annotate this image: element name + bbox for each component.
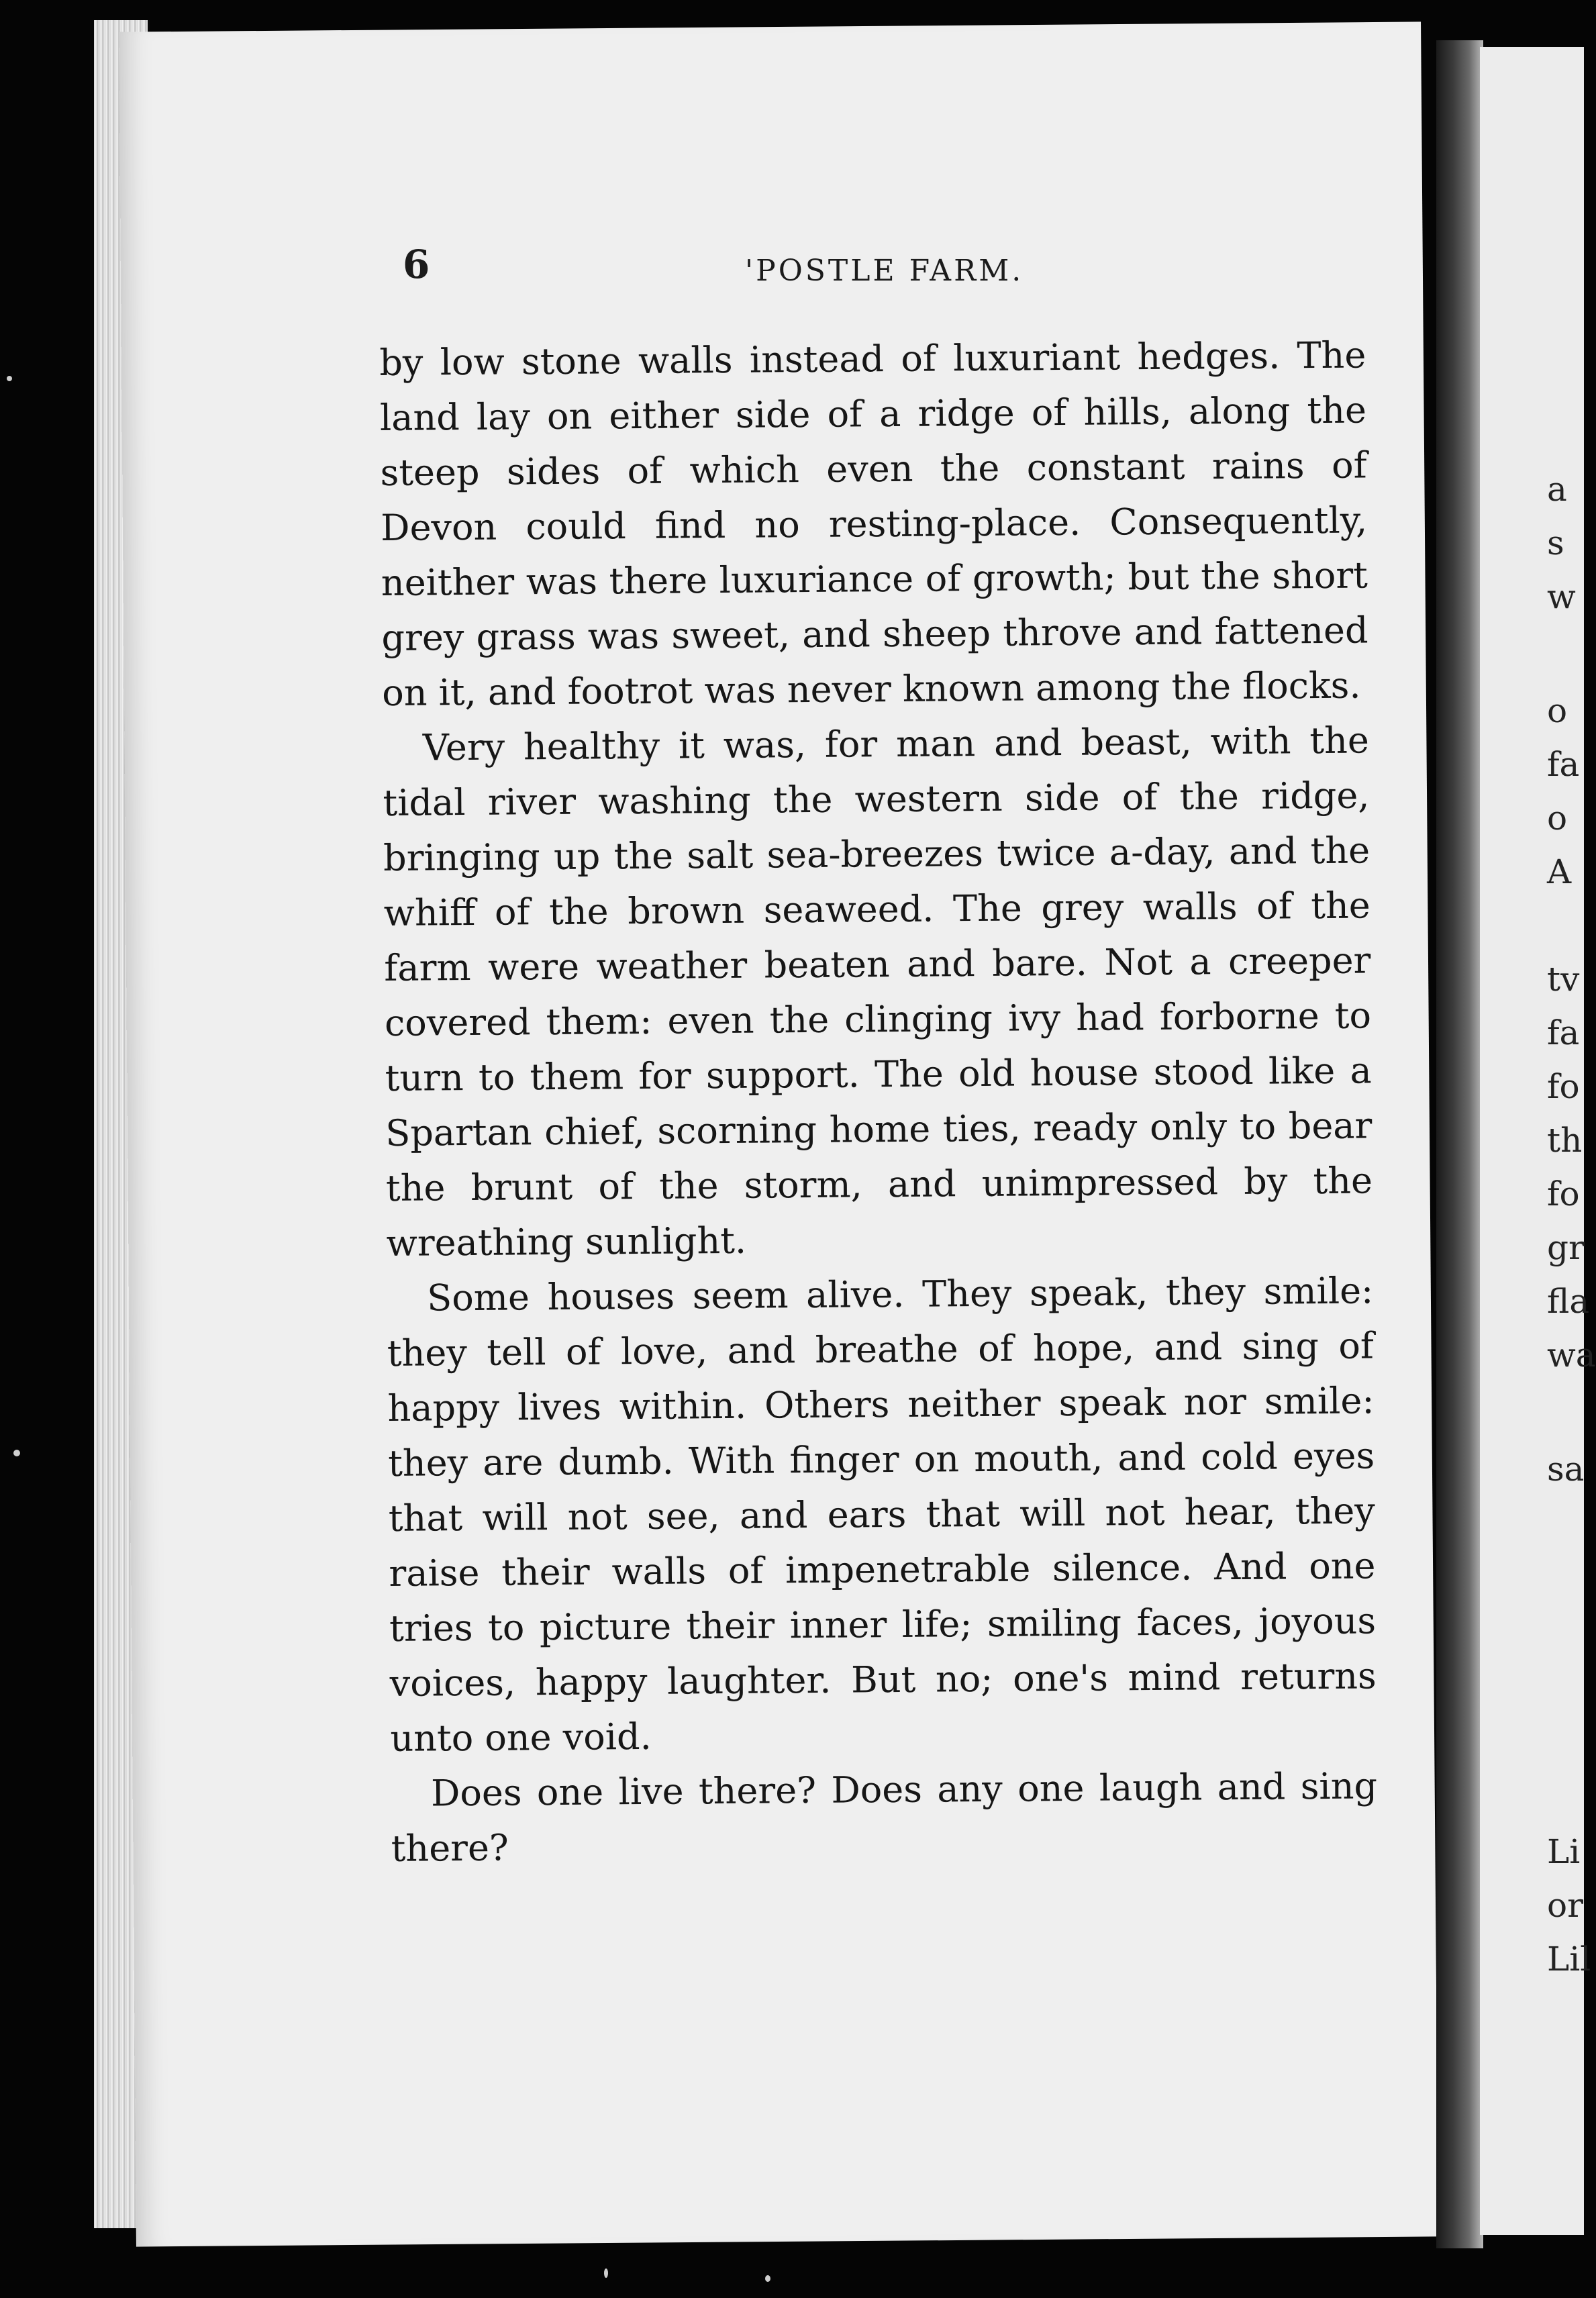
facing-fragment: gr [1547, 1228, 1585, 1267]
facing-fragment: or [1547, 1886, 1584, 1925]
facing-fragment: s [1547, 523, 1564, 562]
facing-fragment: fla [1547, 1282, 1590, 1321]
facing-fragment: th [1547, 1121, 1583, 1160]
scan-speck [13, 1450, 20, 1456]
body-text [379, 328, 1378, 1876]
paragraph: Some houses seem alive. They speak, they smile: they tell of love, and breathe of hope, and sing of happy lives within. Others neither speak nor smile: they are dumb. With finger on mouth, and cold eyes that will not see, and ears that will not hear, they raise their walls of impenetrable silence. And one tries to picture their inner life; smiling faces, joyous voices, happy laughter. But no; one's mind returns unto one void. [387, 1269, 1377, 1760]
facing-fragment: Li [1547, 1832, 1581, 1871]
facing-fragment: Lil [1547, 1940, 1591, 1979]
facing-fragment: fa [1547, 1013, 1580, 1052]
running-head [403, 242, 1409, 295]
facing-page-text-fragments [1547, 0, 1596, 2298]
facing-fragment: w [1547, 577, 1576, 616]
book-gutter [1436, 40, 1483, 2248]
facing-fragment: wa [1547, 1336, 1596, 1375]
facing-fragment: sa [1547, 1450, 1585, 1489]
facing-fragment: fo [1547, 1175, 1580, 1213]
facing-fragment: o [1547, 691, 1568, 730]
facing-fragment: fo [1547, 1067, 1580, 1106]
facing-fragment: fa [1547, 745, 1580, 784]
facing-fragment: tv [1547, 960, 1580, 999]
scan-speck [604, 2268, 608, 2278]
scan-speck [7, 376, 12, 381]
page-number: 6 [403, 242, 430, 287]
book-title: 'POSTLE FARM. [745, 254, 1024, 288]
facing-fragment: o [1547, 799, 1568, 838]
paragraph: Does one live there? Does any one laugh and sing there? [391, 1764, 1378, 1870]
paragraph: Very healthy it was, for man and beast, with the tidal river washing the western side of the ridge, bringing up the salt sea-breezes twice a-day, and the whiff of the brown seaweed. The grey walls of the farm were weather beaten and bare. Not a creeper covered them: even the clinging ivy had forborne to turn to them for support. The old house stood like a Spartan chief, scorning home ties, ready only to bear the brunt of the storm, and unimpressed by the wreathing sunlight. [383, 719, 1373, 1264]
facing-fragment: A [1547, 852, 1572, 891]
scan-speck [765, 2275, 770, 2282]
facing-fragment: a [1547, 470, 1567, 509]
paragraph: by low stone walls instead of luxuriant hedges. The land lay on either side of a ridge of hills, along the steep sides of which even the constant rains of Devon could find no resting-place. Consequently, neither was there luxuriance of growth; but the short grey grass was sweet, and sheep throve and fattened on it, and footrot was never known among the flocks. [379, 334, 1368, 714]
